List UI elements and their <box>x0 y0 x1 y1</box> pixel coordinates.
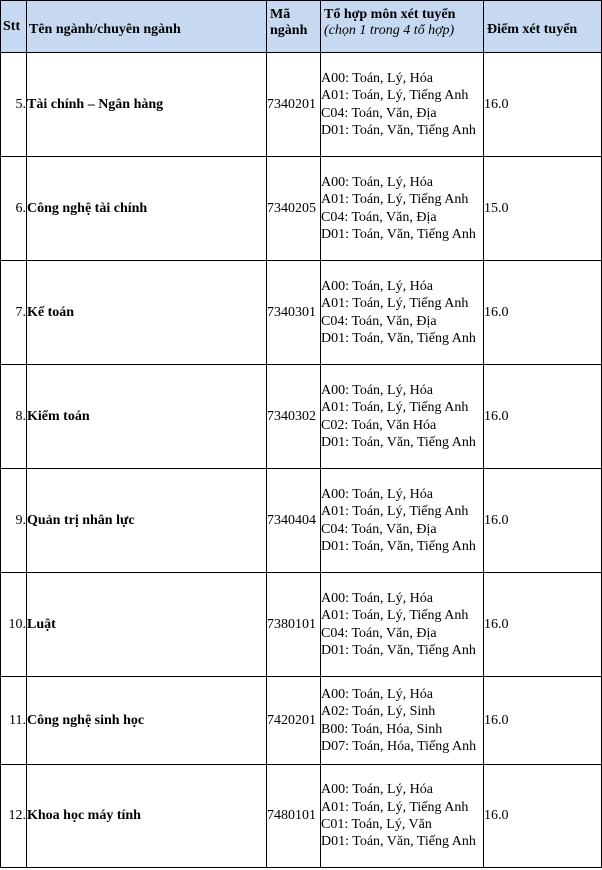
subject-combo: A01: Toán, Lý, Tiếng Anh <box>321 400 469 416</box>
header-score: Điểm xét tuyển <box>484 1 602 53</box>
subject-combo: C04: Toán, Văn, Địa <box>321 209 437 225</box>
header-stt: Stt <box>1 1 27 53</box>
table-row <box>1 677 602 765</box>
subject-combo: C02: Toán, Văn Hóa <box>321 417 437 433</box>
subject-combo: D01: Toán, Văn, Tiếng Anh <box>321 330 476 346</box>
subject-combo: A01: Toán, Lý, Tiếng Anh <box>321 192 469 208</box>
row-program-code: 7340205 <box>267 157 321 261</box>
header-combo-title: Tổ hợp môn xét tuyển <box>324 7 456 22</box>
row-program-code: 7340201 <box>267 53 321 157</box>
row-subject-combos <box>321 677 484 765</box>
row-admission-score: 16.0 <box>484 677 602 765</box>
row-program-code: 7420201 <box>267 677 321 765</box>
subject-combo: C04: Toán, Văn, Địa <box>321 313 437 329</box>
table-row <box>1 53 602 157</box>
subject-combo: D01: Toán, Văn, Tiếng Anh <box>321 122 476 138</box>
subject-combo: A00: Toán, Lý, Hóa <box>321 174 433 190</box>
row-program-code: 7480101 <box>267 765 321 868</box>
header-combo <box>321 1 484 53</box>
row-subject-combos <box>321 573 484 677</box>
subject-combo: C04: Toán, Văn, Địa <box>321 521 437 537</box>
row-program-name: Kiểm toán <box>27 365 267 469</box>
subject-combo: A01: Toán, Lý, Tiếng Anh <box>321 504 469 520</box>
row-admission-score: 15.0 <box>484 157 602 261</box>
subject-combo: A00: Toán, Lý, Hóa <box>321 590 433 606</box>
subject-combo: A00: Toán, Lý, Hóa <box>321 782 433 798</box>
subject-combo: D01: Toán, Văn, Tiếng Anh <box>321 226 476 242</box>
table-row <box>1 765 602 868</box>
row-admission-score: 16.0 <box>484 765 602 868</box>
subject-combo: D01: Toán, Văn, Tiếng Anh <box>321 642 476 658</box>
row-stt: 10. <box>1 573 27 677</box>
row-program-name: Khoa học máy tính <box>27 765 267 868</box>
subject-combo: A01: Toán, Lý, Tiếng Anh <box>321 799 469 815</box>
row-program-code: 7340302 <box>267 365 321 469</box>
subject-combo: A01: Toán, Lý, Tiếng Anh <box>321 608 469 624</box>
row-stt: 8. <box>1 365 27 469</box>
subject-combo: D01: Toán, Văn, Tiếng Anh <box>321 834 476 850</box>
table-body <box>1 53 602 868</box>
subject-combo: B00: Toán, Hóa, Sinh <box>321 721 443 737</box>
subject-combo: A00: Toán, Lý, Hóa <box>321 382 433 398</box>
header-name: Tên ngành/chuyên ngành <box>27 1 267 53</box>
row-program-name: Tài chính – Ngân hàng <box>27 53 267 157</box>
subject-combo: C04: Toán, Văn, Địa <box>321 105 437 121</box>
header-code-line1: Mã <box>270 7 291 22</box>
row-stt: 12. <box>1 765 27 868</box>
subject-combo: C04: Toán, Văn, Địa <box>321 625 437 641</box>
subject-combo: D01: Toán, Văn, Tiếng Anh <box>321 434 476 450</box>
subject-combo: A00: Toán, Lý, Hóa <box>321 686 433 702</box>
table-row <box>1 573 602 677</box>
subject-combo: A00: Toán, Lý, Hóa <box>321 486 433 502</box>
row-stt: 5. <box>1 53 27 157</box>
row-subject-combos <box>321 261 484 365</box>
subject-combo: A01: Toán, Lý, Tiếng Anh <box>321 296 469 312</box>
subject-combo: C01: Toán, Lý, Văn <box>321 817 432 832</box>
table-row <box>1 157 602 261</box>
row-program-name: Công nghệ sinh học <box>27 677 267 765</box>
row-admission-score: 16.0 <box>484 573 602 677</box>
table-row <box>1 261 602 365</box>
header-code <box>267 1 321 53</box>
header-code-line2: ngành <box>270 23 308 38</box>
row-program-code: 7340404 <box>267 469 321 573</box>
row-stt: 7. <box>1 261 27 365</box>
subject-combo: D07: Toán, Hóa, Tiếng Anh <box>321 738 477 754</box>
row-stt: 6. <box>1 157 27 261</box>
subject-combo: A01: Toán, Lý, Tiếng Anh <box>321 88 469 104</box>
table-header-row <box>1 1 602 53</box>
table-row <box>1 365 602 469</box>
row-program-code: 7340301 <box>267 261 321 365</box>
subject-combo: D01: Toán, Văn, Tiếng Anh <box>321 538 476 554</box>
row-admission-score: 16.0 <box>484 365 602 469</box>
row-admission-score: 16.0 <box>484 53 602 157</box>
row-program-name: Kế toán <box>27 261 267 365</box>
row-subject-combos <box>321 469 484 573</box>
row-subject-combos <box>321 157 484 261</box>
subject-combo: A00: Toán, Lý, Hóa <box>321 278 433 294</box>
header-combo-hint: (chọn 1 trong 4 tổ hợp) <box>324 23 455 38</box>
row-stt: 11. <box>1 677 27 765</box>
row-program-code: 7380101 <box>267 573 321 677</box>
subject-combo: A00: Toán, Lý, Hóa <box>321 70 433 86</box>
row-subject-combos <box>321 365 484 469</box>
row-admission-score: 16.0 <box>484 261 602 365</box>
row-admission-score: 16.0 <box>484 469 602 573</box>
row-program-name: Luật <box>27 573 267 677</box>
subject-combo: A02: Toán, Lý, Sinh <box>321 704 436 720</box>
row-program-name: Quản trị nhân lực <box>27 469 267 573</box>
table-row <box>1 469 602 573</box>
row-program-name: Công nghệ tài chính <box>27 157 267 261</box>
row-subject-combos <box>321 53 484 157</box>
row-subject-combos <box>321 765 484 868</box>
row-stt: 9. <box>1 469 27 573</box>
